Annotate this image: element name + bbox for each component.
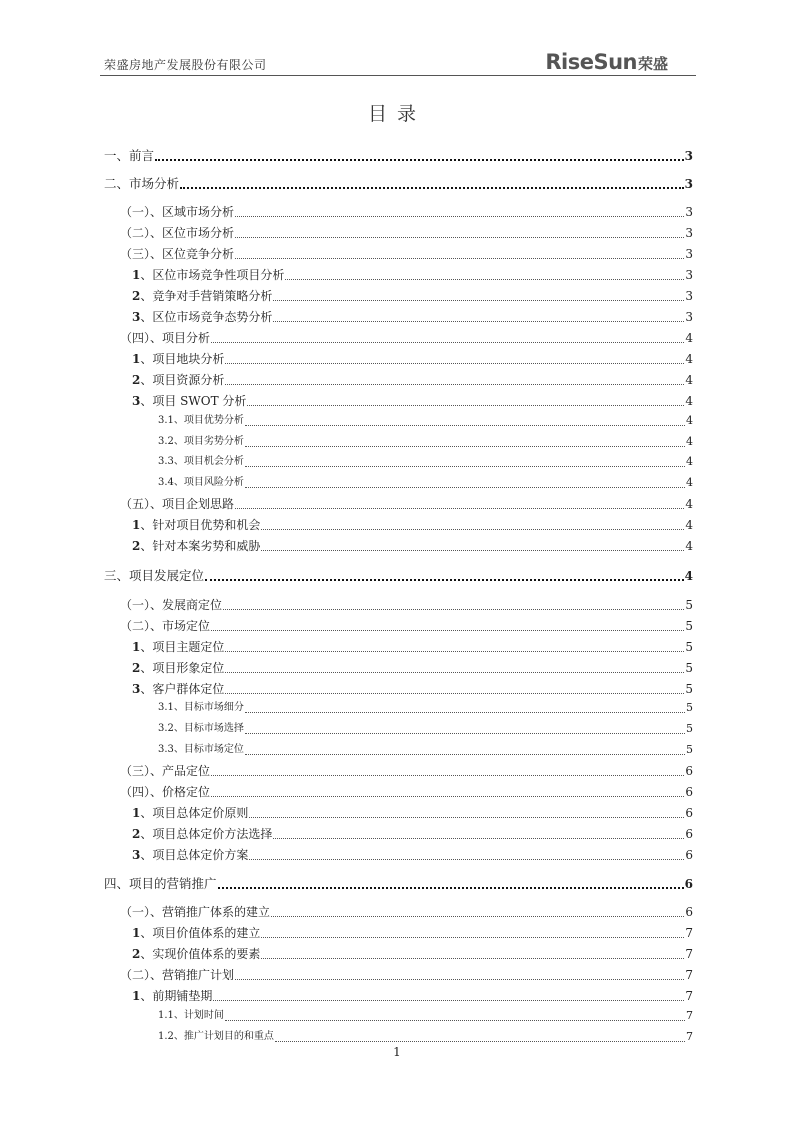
toc-entry[interactable] (120, 760, 693, 778)
toc-entry-page: 5 (685, 661, 693, 675)
toc-entry[interactable] (132, 802, 693, 820)
toc-entry-page: 3 (685, 205, 693, 219)
toc-entry-page: 5 (685, 598, 693, 612)
toc-leader-dots (273, 321, 684, 322)
toc-entry[interactable] (104, 565, 693, 583)
toc-entry-page: 7 (686, 1009, 693, 1022)
toc-leader-dots (247, 405, 684, 406)
toc-entry[interactable] (132, 922, 693, 940)
toc-leader-dots (211, 342, 684, 343)
toc-entry-label: 二、市场分析 (104, 176, 180, 191)
toc-entry-label: 3.1、项目优势分析 (158, 415, 244, 426)
toc-entry[interactable] (132, 514, 693, 532)
toc-entry-page: 7 (685, 947, 693, 961)
toc-entry[interactable] (120, 327, 693, 345)
toc-leader-dots (235, 508, 684, 509)
toc-entry[interactable] (132, 306, 693, 324)
toc-entry-page: 4 (686, 455, 693, 468)
toc-leader-dots (249, 859, 684, 860)
toc-entry-label: 2、针对本案劣势和威胁 (132, 539, 261, 553)
toc-entry[interactable] (104, 873, 693, 891)
toc-leader-dots (205, 579, 684, 581)
toc-entry-label: 1、项目地块分析 (132, 352, 225, 366)
toc-entry-page: 7 (685, 989, 693, 1003)
toc-leader-dots (235, 237, 684, 238)
toc-entry-page: 4 (686, 435, 693, 448)
toc-entry-page: 4 (685, 373, 693, 387)
toc-leader-dots (261, 550, 684, 551)
toc-entry-page: 6 (685, 848, 693, 862)
toc-leader-dots (225, 672, 684, 673)
toc-leader-dots (225, 384, 684, 385)
toc-entry-label: 三、项目发展定位 (104, 568, 205, 583)
toc-entry-label: （二）、市场定位 (120, 619, 211, 633)
toc-entry-page: 4 (684, 569, 693, 583)
toc-entry-label: （四）、价格定位 (120, 785, 211, 799)
toc-leader-dots (211, 630, 684, 631)
toc-leader-dots (275, 1041, 685, 1042)
toc-entry[interactable] (120, 781, 693, 799)
toc-entry[interactable] (132, 636, 693, 654)
toc-entry-page: 3 (684, 177, 693, 191)
toc-entry-page: 3 (685, 289, 693, 303)
toc-leader-dots (155, 159, 684, 161)
toc-entry-label: 1、项目总体定价原则 (132, 806, 249, 820)
toc-entry-label: （三）、产品定位 (120, 764, 211, 778)
toc-leader-dots (245, 487, 685, 488)
toc-entry-label: 3、项目总体定价方案 (132, 848, 249, 862)
toc-entry-page: 3 (685, 247, 693, 261)
toc-entry-page: 6 (685, 905, 693, 919)
toc-entry[interactable] (132, 285, 693, 303)
toc-leader-dots (245, 425, 685, 426)
toc-entry-label: 2、项目资源分析 (132, 373, 225, 387)
toc-entry-page: 6 (685, 764, 693, 778)
page-number: 1 (393, 1045, 401, 1059)
toc-leader-dots (285, 279, 684, 280)
toc-entry[interactable] (120, 615, 693, 633)
toc-entry-label: 1.1、计划时间 (158, 1010, 224, 1021)
toc-leader-dots (261, 529, 684, 530)
toc-entry-label: （五）、项目企划思路 (120, 497, 235, 511)
toc-entry-page: 4 (685, 518, 693, 532)
toc-entry[interactable] (132, 390, 693, 408)
toc-entry-label: （一）、区域市场分析 (120, 205, 235, 219)
toc-entry-label: 一、前言 (104, 148, 155, 163)
toc-title: 目录 (367, 103, 426, 125)
toc-entry[interactable] (104, 145, 693, 163)
toc-entry[interactable] (104, 173, 693, 191)
toc-entry-label: 1、区位市场竞争性项目分析 (132, 268, 285, 282)
toc-leader-dots (225, 1020, 685, 1021)
toc-leader-dots (261, 937, 684, 938)
toc-leader-dots (235, 979, 684, 980)
toc-leader-dots (245, 733, 685, 734)
toc-entry-page: 5 (685, 682, 693, 696)
toc-entry[interactable] (120, 201, 693, 219)
toc-entry-page: 5 (686, 743, 693, 756)
toc-entry-page: 5 (686, 722, 693, 735)
toc-leader-dots (213, 1000, 684, 1001)
toc-entry-page: 6 (684, 877, 693, 891)
toc-entry[interactable] (158, 451, 693, 469)
toc-entry-page: 7 (685, 968, 693, 982)
logo-cjk-text: 荣盛 (637, 55, 668, 73)
toc-entry-page: 7 (685, 926, 693, 940)
toc-leader-dots (249, 817, 684, 818)
logo-latin-text: RiseSun (545, 50, 637, 74)
toc-entry-page: 7 (686, 1030, 693, 1043)
toc-leader-dots (218, 887, 684, 889)
toc-leader-dots (211, 796, 684, 797)
toc-leader-dots (245, 446, 685, 447)
toc-entry[interactable] (120, 493, 693, 511)
toc-entry[interactable] (132, 985, 693, 1003)
toc-entry[interactable] (132, 678, 693, 696)
toc-entry-label: 2、竞争对手营销策略分析 (132, 289, 273, 303)
toc-entry[interactable] (132, 535, 693, 553)
toc-entry-label: 2、项目形象定位 (132, 661, 225, 675)
toc-entry-page: 5 (686, 701, 693, 714)
toc-leader-dots (273, 300, 684, 301)
toc-entry-page: 5 (685, 640, 693, 654)
toc-leader-dots (225, 651, 684, 652)
toc-entry-label: 3.3、目标市场定位 (158, 744, 244, 755)
toc-leader-dots (245, 466, 685, 467)
toc-entry[interactable] (132, 823, 693, 841)
toc-leader-dots (261, 958, 684, 959)
toc-leader-dots (245, 712, 685, 713)
toc-entry-label: 2、实现价值体系的要素 (132, 947, 261, 961)
toc-leader-dots (273, 838, 684, 839)
toc-entry-page: 4 (686, 476, 693, 489)
toc-entry[interactable] (132, 348, 693, 366)
toc-entry-label: 3.1、目标市场细分 (158, 702, 244, 713)
toc-entry[interactable] (132, 943, 693, 961)
toc-entry-label: 3.4、项目风险分析 (158, 477, 244, 488)
toc-entry-label: 1、前期铺垫期 (132, 989, 213, 1003)
toc-entry-page: 4 (685, 539, 693, 553)
toc-entry[interactable] (132, 264, 693, 282)
toc-leader-dots (235, 258, 684, 259)
toc-entry-page: 4 (685, 497, 693, 511)
toc-entry-page: 4 (686, 414, 693, 427)
toc-entry-label: 2、项目总体定价方法选择 (132, 827, 273, 841)
toc-entry-page: 3 (685, 268, 693, 282)
toc-leader-dots (225, 693, 684, 694)
toc-entry-page: 3 (685, 226, 693, 240)
toc-entry-label: （二）、区位市场分析 (120, 226, 235, 240)
toc-entry-label: （一）、发展商定位 (120, 598, 223, 612)
toc-entry[interactable] (158, 1005, 693, 1023)
toc-entry-label: 1、项目主题定位 (132, 640, 225, 654)
toc-entry-label: 3、客户群体定位 (132, 682, 225, 696)
toc-entry[interactable] (158, 410, 693, 428)
toc-entry-label: 3.2、目标市场选择 (158, 723, 244, 734)
toc-entry[interactable] (132, 369, 693, 387)
toc-entry[interactable] (158, 431, 693, 449)
toc-entry[interactable] (120, 222, 693, 240)
toc-leader-dots (225, 363, 684, 364)
toc-entry[interactable] (120, 901, 693, 919)
header-divider (100, 75, 696, 76)
toc-entry-label: （一）、营销推广体系的建立 (120, 905, 271, 919)
toc-entry-label: 3.2、项目劣势分析 (158, 436, 244, 447)
toc-entry-page: 3 (684, 149, 693, 163)
toc-entry-label: 3、项目 SWOT 分析 (132, 394, 247, 408)
toc-entry-page: 6 (685, 806, 693, 820)
toc-leader-dots (271, 916, 684, 917)
toc-entry-label: （三）、区位竞争分析 (120, 247, 235, 261)
toc-entry-label: 3.3、项目机会分析 (158, 456, 244, 467)
toc-leader-dots (223, 609, 684, 610)
toc-entry-label: 1.2、推广计划目的和重点 (158, 1031, 274, 1042)
toc-entry-label: 四、项目的营销推广 (104, 876, 217, 891)
toc-entry[interactable] (132, 844, 693, 862)
toc-entry-page: 6 (685, 827, 693, 841)
toc-entry[interactable] (120, 964, 693, 982)
toc-leader-dots (235, 216, 684, 217)
toc-entry-label: 3、区位市场竞争态势分析 (132, 310, 273, 324)
toc-entry[interactable] (158, 739, 693, 757)
toc-entry-page: 3 (685, 310, 693, 324)
toc-entry-page: 6 (685, 785, 693, 799)
toc-leader-dots (180, 187, 684, 189)
toc-entry[interactable] (158, 472, 693, 490)
toc-entry[interactable] (158, 697, 693, 715)
toc-entry[interactable] (158, 1026, 693, 1044)
toc-leader-dots (245, 754, 685, 755)
toc-entry-page: 4 (685, 352, 693, 366)
toc-entry-page: 4 (685, 394, 693, 408)
toc-entry[interactable] (158, 718, 693, 736)
toc-entry-label: （二）、营销推广计划 (120, 968, 235, 982)
toc-leader-dots (211, 775, 684, 776)
toc-entry[interactable] (132, 657, 693, 675)
company-name: 荣盛房地产发展股份有限公司 (104, 58, 267, 72)
toc-entry[interactable] (120, 594, 693, 612)
toc-entry-label: （四）、项目分析 (120, 331, 211, 345)
risesun-logo (545, 50, 668, 74)
page-header (100, 46, 696, 76)
toc-entry[interactable] (120, 243, 693, 261)
toc-entry-label: 1、项目价值体系的建立 (132, 926, 261, 940)
toc-entry-page: 5 (685, 619, 693, 633)
toc-entry-page: 4 (685, 331, 693, 345)
toc-entry-label: 1、针对项目优势和机会 (132, 518, 261, 532)
